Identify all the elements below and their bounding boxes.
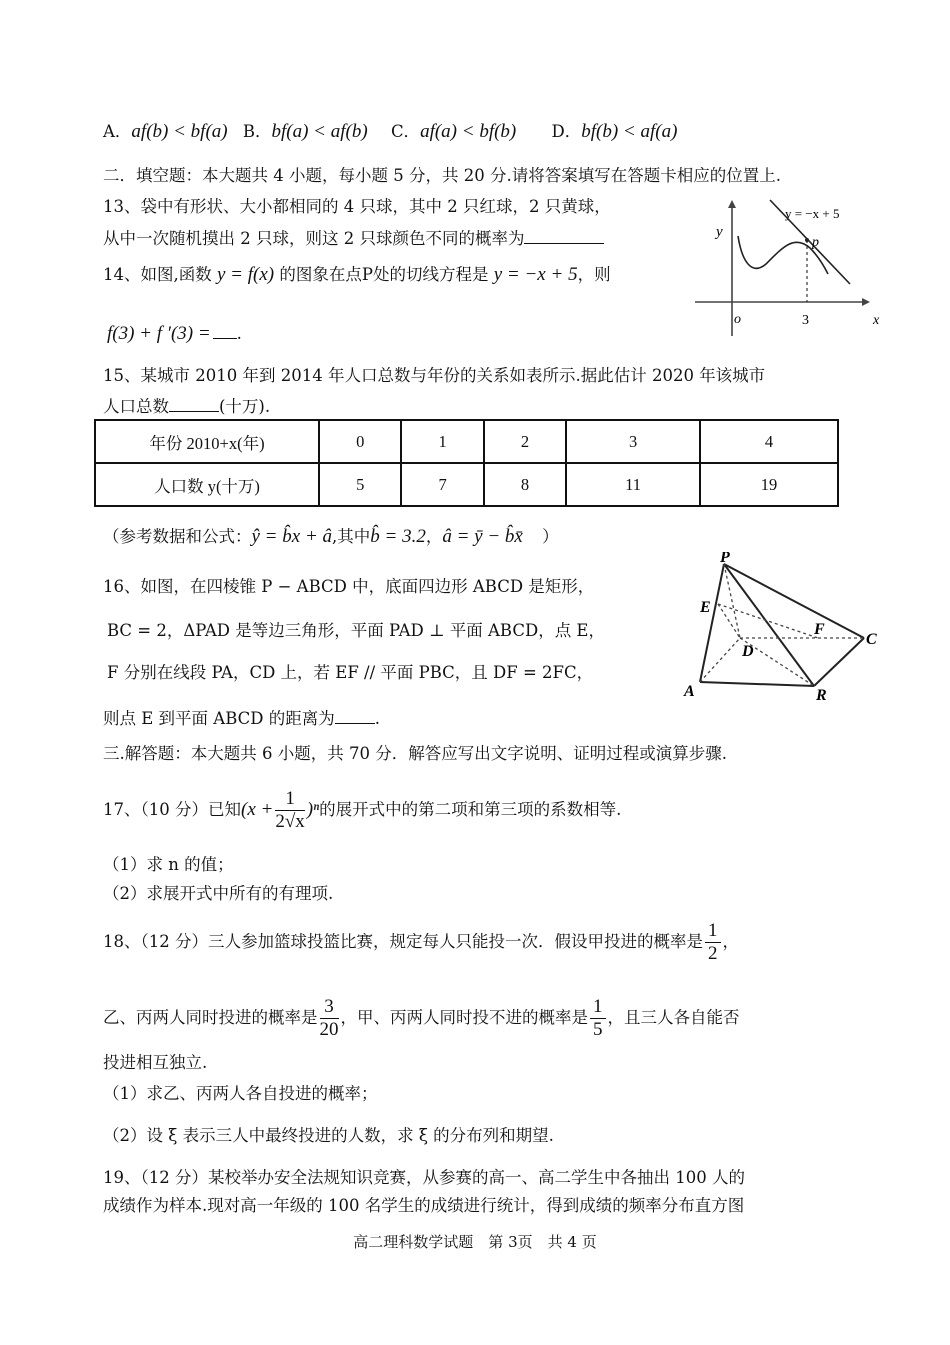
q18-text2a: 乙、丙两人同时投进的概率是	[103, 1008, 318, 1027]
table-cell: 1	[401, 420, 483, 463]
q18-end1: ，	[722, 932, 739, 951]
q14-line1	[103, 264, 611, 286]
option-d-expr: bf(b) < af(a)	[581, 121, 678, 142]
q13-text: 从中一次随机摸出 2 只球，则这 2 只球颜色不同的概率为	[103, 229, 525, 248]
q18-frac3-num: 1	[590, 996, 606, 1019]
ref-formula2: b̂ = 3.2	[370, 526, 426, 547]
q18-part2: （2）设 ξ 表示三人中最终投进的人数，求 ξ 的分布列和期望.	[103, 1126, 554, 1145]
q18-line3: 投进相互独立.	[103, 1053, 208, 1072]
q16-prefix: 则点 E 到平面 ABCD 的距离为	[103, 709, 335, 728]
q13-answer-blank	[524, 225, 604, 244]
table-cell: 人口数 y(十万)	[95, 463, 319, 506]
q18-frac2-num: 3	[320, 996, 339, 1019]
ref-formula1: ŷ = b̂x + â	[251, 526, 333, 547]
q19-line1: 19、（12 分）某校举办安全法规知识竞赛，从参赛的高一、高二学生中各抽出 100 人的	[103, 1168, 745, 1187]
q14-expr: f(3) + f ′(3) =	[107, 323, 211, 344]
q18-frac2	[320, 996, 339, 1041]
option-a-label: A．	[103, 122, 132, 141]
label-E: E	[700, 599, 711, 616]
graph-line-label: y = −x + 5	[785, 206, 840, 221]
y-axis-arrow-icon	[728, 200, 736, 208]
q12-options	[103, 121, 677, 143]
q17-part2: （2）求展开式中所有的有理项.	[103, 884, 334, 903]
table-cell: 11	[566, 463, 700, 506]
edge-PC	[724, 564, 864, 638]
q16-line1: 16、如图，在四棱锥 P − ABCD 中，底面四边形 ABCD 是矩形，	[103, 577, 595, 596]
q14-tangent: y = −x + 5	[493, 264, 578, 285]
table-cell: 8	[484, 463, 566, 506]
graph-point-label: p	[812, 235, 819, 250]
ref-formula3: â = ȳ − b̂x̄	[442, 526, 523, 547]
q17-fraction	[275, 788, 304, 833]
q18-text1: 18、（12 分）三人参加篮球投篮比赛，规定每人只能投一次．假设甲投进的概率是	[103, 932, 703, 951]
q16-line3: F 分别在线段 PA，CD 上，若 EF // 平面 PBC，且 DF = 2FC，	[107, 663, 594, 682]
q15-suffix: (十万).	[219, 397, 271, 416]
edge-PA	[700, 564, 724, 682]
option-a-expr: af(b) < bf(a)	[131, 121, 228, 142]
edge-BC	[814, 638, 864, 686]
table-cell: 5	[319, 463, 401, 506]
q18-frac1	[705, 920, 721, 965]
ref-prefix: （参考数据和公式：	[103, 527, 252, 546]
label-F: F	[814, 621, 825, 638]
q17-rparen: )ⁿ	[306, 799, 320, 820]
q18-frac2-den: 20	[319, 1019, 339, 1040]
label-C: C	[866, 631, 877, 648]
table-cell: 2	[484, 420, 566, 463]
q14-graph	[690, 198, 890, 340]
q17-prefix: 17、（10 分）已知	[103, 800, 241, 819]
q15-prefix: 人口总数	[103, 397, 169, 416]
ref-end: ）	[542, 527, 559, 546]
label-P: P	[720, 552, 730, 566]
q16-line2: BC = 2，ΔPAD 是等边三角形，平面 PAD ⊥ 平面 ABCD，点 E，	[107, 621, 605, 640]
q14-end: .	[236, 324, 242, 343]
option-d-label: D．	[551, 122, 582, 141]
table-cell: 19	[700, 463, 838, 506]
option-c-label: C．	[390, 122, 421, 141]
q14-suffix: ，则	[577, 265, 611, 284]
option-b-label: B．	[242, 122, 272, 141]
q17-line1	[103, 788, 621, 833]
ref-mid: ,其中	[332, 527, 371, 546]
option-c-expr: af(a) < bf(b)	[420, 121, 517, 142]
q14-func: y = f(x)	[217, 264, 275, 285]
q17-lparen: (x +	[241, 799, 274, 820]
q18-text2b: ，甲、丙两人同时投不进的概率是	[340, 1008, 588, 1027]
q18-line2	[103, 996, 740, 1041]
label-B: R	[816, 687, 827, 702]
segment-ED	[718, 604, 740, 638]
q15-line1: 15、某城市 2010 年到 2014 年人口总数与年份的关系如表所示.据此估计 2020 年该城市	[103, 366, 766, 385]
q15-answer-blank	[169, 393, 219, 412]
table-cell: 7	[401, 463, 483, 506]
tangent-point	[805, 238, 809, 242]
q18-part1: （1）求乙、丙两人各自投进的概率；	[103, 1084, 378, 1103]
q18-frac1-den: 2	[708, 943, 718, 964]
table-row	[95, 420, 838, 463]
q15-reference	[103, 526, 559, 548]
edge-AB	[700, 682, 814, 686]
table-row	[95, 463, 838, 506]
q13-line2	[103, 225, 604, 250]
table-cell: 4	[700, 420, 838, 463]
q18-frac3-den: 5	[593, 1019, 603, 1040]
population-table	[94, 419, 839, 507]
option-b-expr: bf(a) < af(b)	[271, 121, 368, 142]
graph-origin-label: o	[734, 312, 741, 327]
q17-part1: （1）求 n 的值；	[103, 855, 234, 874]
pyramid-figure	[678, 552, 888, 702]
graph-tick-label: 3	[802, 313, 809, 328]
q14-prefix: 14、如图,函数	[103, 265, 212, 284]
x-axis-arrow-icon	[862, 298, 870, 306]
page-footer: 高二理科数学试题 第 3页 共 4 页	[353, 1233, 597, 1251]
table-cell: 0	[319, 420, 401, 463]
q16-line4	[103, 705, 380, 730]
q18-line1	[103, 920, 739, 965]
q18-text2c: ，且三人各自能否	[607, 1008, 740, 1027]
q17-frac-num: 1	[275, 788, 304, 811]
q19-line2: 成绩作为样本.现对高一年级的 100 名学生的成绩进行统计，得到成绩的频率分布直方图	[103, 1196, 745, 1215]
q14-middle: 的图象在点P处的切线方程是	[279, 265, 489, 284]
table-cell: 年份 2010+x(年)	[95, 420, 319, 463]
graph-x-label: x	[873, 313, 880, 328]
q14-answer-blank	[213, 320, 237, 339]
q13-line1: 13、袋中有形状、大小都相同的 4 只球，其中 2 只红球，2 只黄球，	[103, 197, 611, 216]
section2-heading: 二．填空题：本大题共 4 小题，每小题 5 分，共 20 分.请将答案填写在答题卡相应的位置上.	[103, 166, 781, 185]
q16-answer-blank	[335, 705, 375, 724]
label-A: A	[684, 683, 695, 700]
segment-EF	[718, 604, 818, 638]
table-cell: 3	[566, 420, 700, 463]
q15-line2	[103, 393, 270, 418]
q18-frac1-num: 1	[705, 920, 721, 943]
q14-line2	[107, 320, 242, 345]
q18-frac3	[590, 996, 606, 1041]
q16-suffix: .	[374, 709, 380, 728]
ref-sep: ，	[425, 527, 443, 546]
label-D: D	[742, 643, 754, 660]
section3-heading: 三.解答题：本大题共 6 小题，共 70 分．解答应写出文字说明、证明过程或演算步骤.	[103, 744, 727, 763]
edge-AD	[700, 638, 740, 682]
q17-frac-den: 2√x	[275, 811, 305, 832]
q17-suffix: 的展开式中的第二项和第三项的系数相等.	[319, 800, 622, 819]
graph-y-label: y	[716, 224, 723, 240]
